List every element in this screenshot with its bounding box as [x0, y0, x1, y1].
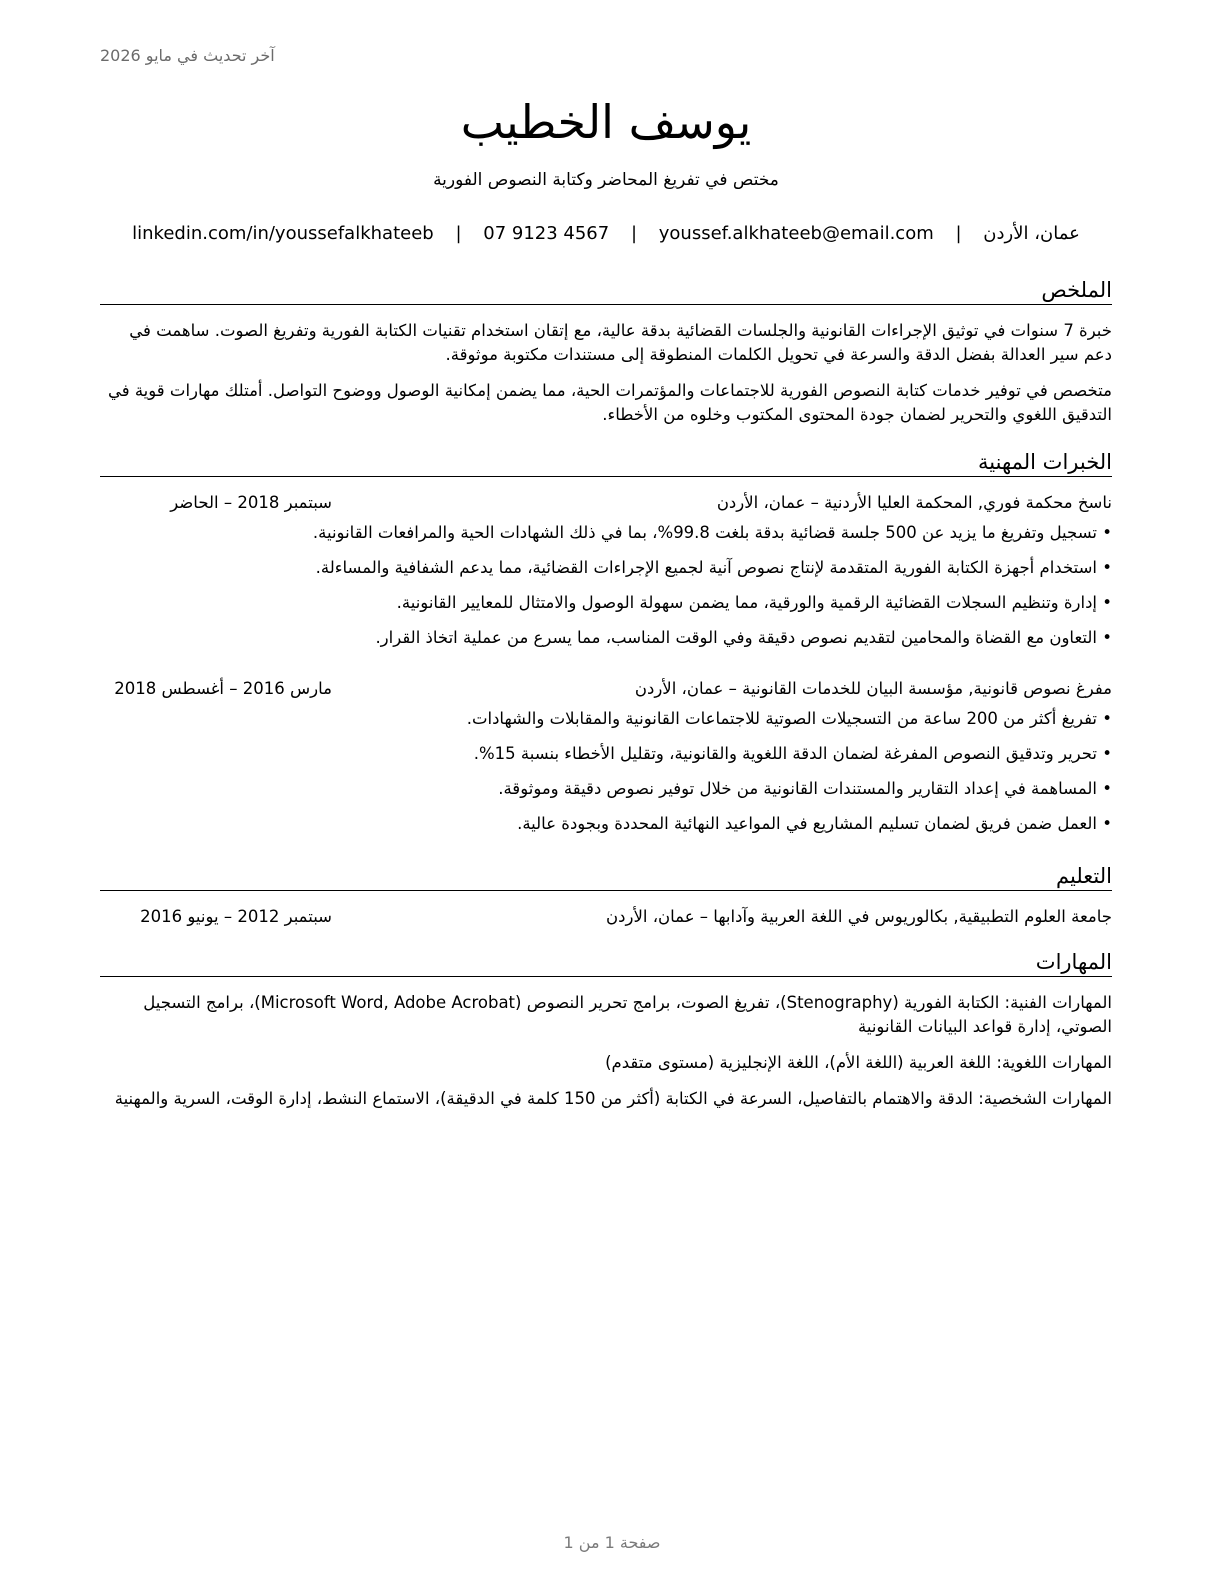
job-dates: مارس 2016 – أغسطس 2018 — [114, 679, 332, 698]
job-header — [100, 491, 1112, 515]
job-entry — [100, 491, 1112, 650]
job-dates: سبتمبر 2018 – الحاضر — [170, 493, 332, 512]
skills-line: المهارات اللغوية: اللغة العربية (اللغة الأم)، اللغة الإنجليزية (مستوى متقدم) — [605, 1053, 1112, 1072]
section-heading-skills: المهارات — [100, 948, 1112, 977]
job-bullet: • إدارة وتنظيم السجلات القضائية الرقمية والورقية، مما يضمن سهولة الوصول والامتثال للمعايير القانونية. — [100, 591, 1112, 615]
education-section — [100, 862, 1112, 929]
summary-section — [100, 276, 1112, 427]
contact-email[interactable]: youssef.alkhateeb@email.com — [658, 223, 934, 244]
job-bullet: • العمل ضمن فريق لضمان تسليم المشاريع في المواعيد النهائية المحددة وبجودة عالية. — [100, 812, 1112, 836]
page-number: صفحة 1 من 1 — [563, 1533, 661, 1552]
contact-line — [100, 223, 1112, 244]
job-entry — [100, 677, 1112, 836]
job-role-org: مفرغ نصوص قانونية, مؤسسة البيان للخدمات القانونية – عمان، الأردن — [634, 679, 1112, 698]
job-bullet: • تسجيل وتفريغ ما يزيد عن 500 جلسة قضائية بدقة بلغت 99.8%، بما في ذلك الشهادات الحية والمرافعات القانونية. — [100, 521, 1112, 545]
resume-page — [100, 0, 1112, 1584]
section-heading-education: التعليم — [100, 862, 1112, 891]
job-bullet: • استخدام أجهزة الكتابة الفورية المتقدمة لإنتاج نصوص آنية لجميع الإجراءات القضائية، مما يدعم الشفافية والمساءلة. — [100, 556, 1112, 580]
skills-line: المهارات الفنية: الكتابة الفورية (Stenography)، تفريغ الصوت، برامج تحرير النصوص (Microsoft Word, Adobe Acrobat)، برامج التسجيل الصوتي، إدارة قواعد البيانات القانونية — [143, 993, 1112, 1036]
summary-paragraph: خبرة 7 سنوات في توثيق الإجراءات القانونية والجلسات القضائية بدقة عالية، مع إتقان استخدام تقنيات الكتابة الفورية وتفريغ الصوت. ساهمت في دعم سير العدالة بفضل الدقة والسرعة في تحويل الكلمات المنطوقة إلى مستندات مكتوبة موثوقة. — [129, 321, 1112, 364]
experience-section — [100, 448, 1112, 836]
contact-separator: | — [955, 223, 962, 244]
education-dates: سبتمبر 2012 – يونيو 2016 — [140, 907, 332, 926]
last-updated-note: آخر تحديث في مايو 2026 — [100, 46, 275, 65]
candidate-title: مختص في تفريغ المحاضر وكتابة النصوص الفورية — [433, 170, 779, 190]
education-entry — [100, 905, 1112, 929]
job-bullet: • تحرير وتدقيق النصوص المفرغة لضمان الدقة اللغوية والقانونية، وتقليل الأخطاء بنسبة 15%. — [100, 742, 1112, 766]
education-degree-org: جامعة العلوم التطبيقية, بكالوريوس في اللغة العربية وآدابها – عمان، الأردن — [606, 907, 1112, 926]
section-heading-experience: الخبرات المهنية — [100, 448, 1112, 477]
job-bullets — [100, 521, 1112, 650]
contact-location: عمان، الأردن — [983, 223, 1080, 244]
section-heading-summary: الملخص — [100, 276, 1112, 305]
summary-paragraph: متخصص في توفير خدمات كتابة النصوص الفورية للاجتماعات والمؤتمرات الحية، مما يضمن إمكانية الوصول ووضوح التواصل. أمتلك مهارات قوية في التدقيق اللغوي والتحرير لضمان جودة المحتوى المكتوب وخلوه من الأخطاء. — [107, 381, 1112, 424]
job-bullet: • تفريغ أكثر من 200 ساعة من التسجيلات الصوتية للاجتماعات القانونية والمقابلات والشهادات. — [100, 707, 1112, 731]
job-role-org: ناسخ محكمة فوري, المحكمة العليا الأردنية – عمان، الأردن — [716, 493, 1112, 512]
job-bullet: • المساهمة في إعداد التقارير والمستندات القانونية من خلال توفير نصوص دقيقة وموثوقة. — [100, 777, 1112, 801]
skills-section — [100, 948, 1112, 1111]
contact-separator: | — [630, 223, 638, 244]
contact-separator: | — [455, 223, 462, 244]
skills-line: المهارات الشخصية: الدقة والاهتمام بالتفاصيل، السرعة في الكتابة (أكثر من 150 كلمة في الدقيقة)، الاستماع النشط، إدارة الوقت، السرية والمهنية — [114, 1089, 1112, 1108]
job-bullets — [100, 707, 1112, 836]
contact-phone[interactable]: 07 9123 4567 — [483, 223, 610, 244]
candidate-name: يوسف الخطيب — [460, 95, 752, 149]
job-header — [100, 677, 1112, 701]
job-bullet: • التعاون مع القضاة والمحامين لتقديم نصوص دقيقة وفي الوقت المناسب، مما يسرع من عملية اتخاذ القرار. — [100, 626, 1112, 650]
contact-linkedin[interactable]: linkedin.com/in/youssefalkhateeb — [132, 223, 434, 244]
